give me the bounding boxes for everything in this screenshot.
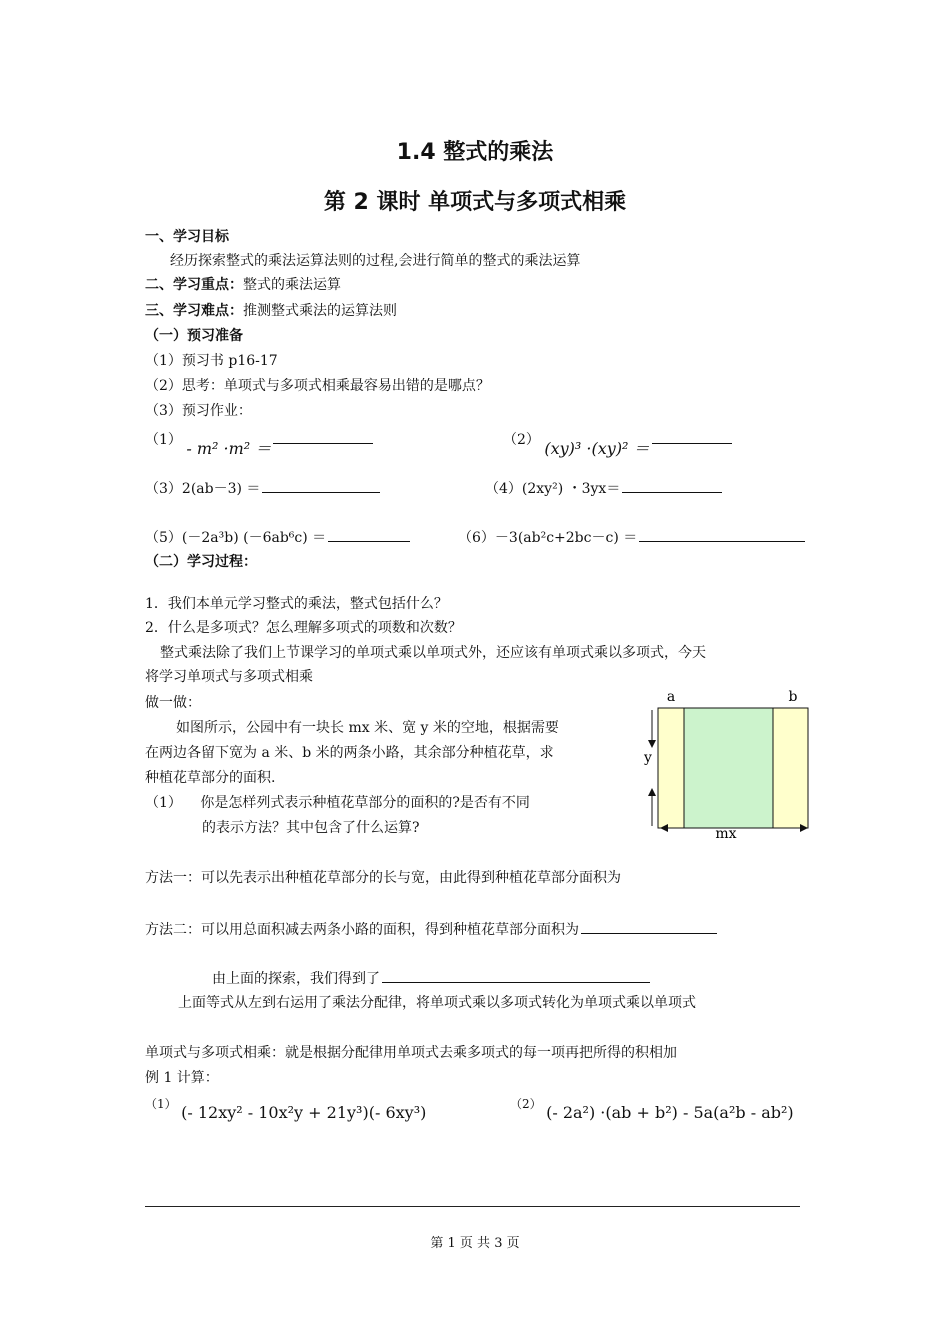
ask-num: （1） [145,795,182,811]
example-1-num: （1） [145,1097,177,1111]
desc-line-2: 在两边各留下宽为 a 米、b 米的两条小路，其余部分种植花草，求 [145,745,554,761]
example-2 [510,1094,794,1122]
exercise-3-text: （3）2(ab－3) ＝ [145,481,261,497]
label-y: y [644,750,652,766]
exercise-3 [145,478,380,498]
arrow-y-bottom-head [648,788,656,796]
exercise-2 [503,429,732,458]
exercise-5 [145,527,410,547]
exercise-6 [458,527,805,547]
ask-line-2: 的表示方法？其中包含了什么运算? [202,820,420,836]
example-1-expr: (- 12xy² - 10x²y + 21y³)(- 6xy³) [181,1103,427,1122]
conclusion [212,968,650,988]
focus-text: 整式的乘法运算 [243,277,341,293]
prep-item-1: （1）预习书 p16-17 [145,353,278,369]
arrow-y-top-head [648,740,656,748]
label-mx: mx [715,826,737,842]
exercise-2-expr: (xy)³ ·(xy)² ＝ [544,439,650,458]
difficulty-text: 推测整式乘法的运算法则 [243,303,397,319]
page-title: 1.4 整式的乘法 [396,140,554,165]
example-heading: 例 1 计算： [145,1070,219,1086]
example-2-num: （2） [510,1097,542,1111]
exercise-6-text: （6）－3(ab²c+2bc－c) ＝ [458,530,638,546]
park-figure [636,688,816,844]
question-1: 1．我们本单元学习整式的乘法，整式包括什么？ [145,596,448,612]
process-heading: （二）学习过程： [145,554,257,570]
goal-text: 经历探索整式的乘法运算法则的过程,会进行简单的整式的乘法运算 [170,253,581,269]
label-b: b [788,689,798,705]
intro-line-1: 整式乘法除了我们上节课学习的单项式乘以单项式外，还应该有单项式乘以多项式，今天 [160,645,706,661]
prep-item-3: （3）预习作业： [145,403,252,419]
method-2 [145,919,717,939]
exercise-1-num: （1） [145,432,182,448]
focus-heading: 二、学习重点： [145,277,243,293]
question-2: 2．什么是多项式？怎么理解多项式的项数和次数？ [145,620,462,636]
ask-line-1 [145,794,530,812]
exercise-4-blank[interactable] [622,478,722,493]
exercise-2-num: （2） [503,432,540,448]
section-focus [145,276,341,294]
do-label: 做一做： [145,695,201,711]
rule-text: 单项式与多项式相乘：就是根据分配律用单项式去乘多项式的每一项再把所得的积相加 [145,1045,677,1061]
example-1 [145,1094,427,1122]
exercise-5-blank[interactable] [328,527,410,542]
equation-note: 上面等式从左到右运用了乘法分配律，将单项式乘以多项式转化为单项式乘以单项式 [178,995,696,1011]
intro-line-2: 将学习单项式与多项式相乘 [145,669,313,685]
exercise-4-text: （4）(2xy²) ・3yx＝ [485,481,621,497]
example-2-expr: (- 2a²) ·(ab + b²) - 5a(a²b - ab²) [546,1103,794,1122]
exercise-4 [485,478,722,498]
exercise-1-expr: - m² ·m² ＝ [186,439,272,458]
conclusion-text: 由上面的探索，我们得到了 [212,971,380,987]
method-2-text: 方法二：可以用总面积减去两条小路的面积，得到种植花草部分面积为 [145,922,579,938]
exercise-3-blank[interactable] [262,478,380,493]
goal-heading: 一、学习目标 [145,229,229,245]
exercise-1 [145,429,373,458]
lesson-subtitle: 第 2 课时 单项式与多项式相乘 [323,190,627,215]
exercise-5-text: （5）(－2a³b) (－6ab⁶c) ＝ [145,530,327,546]
section-difficulty [145,302,397,320]
desc-line-1: 如图所示，公园中有一块长 mx 米、宽 y 米的空地，根据需要 [176,720,559,736]
ask-text-1: 你是怎样列式表示种植花草部分的面积的?是否有不同 [200,795,530,811]
prep-item-2: （2）思考：单项式与多项式相乘最容易出错的是哪点？ [145,378,490,394]
section-goal [145,228,229,246]
footer-rule [145,1206,800,1207]
label-a: a [666,689,676,705]
page-footer: 第 1 页 共 3 页 [430,1236,520,1251]
garden-area [684,708,773,828]
exercise-1-blank[interactable] [273,429,373,444]
conclusion-blank[interactable] [382,968,650,983]
prep-heading: （一）预习准备 [145,328,243,344]
exercise-2-blank[interactable] [652,429,732,444]
desc-line-3: 种植花草部分的面积. [145,770,276,786]
method-1: 方法一：可以先表示出种植花草部分的长与宽，由此得到种植花草部分面积为 [145,870,621,886]
method-2-blank[interactable] [581,919,717,934]
difficulty-heading: 三、学习难点： [145,303,243,319]
exercise-6-blank[interactable] [639,527,805,542]
